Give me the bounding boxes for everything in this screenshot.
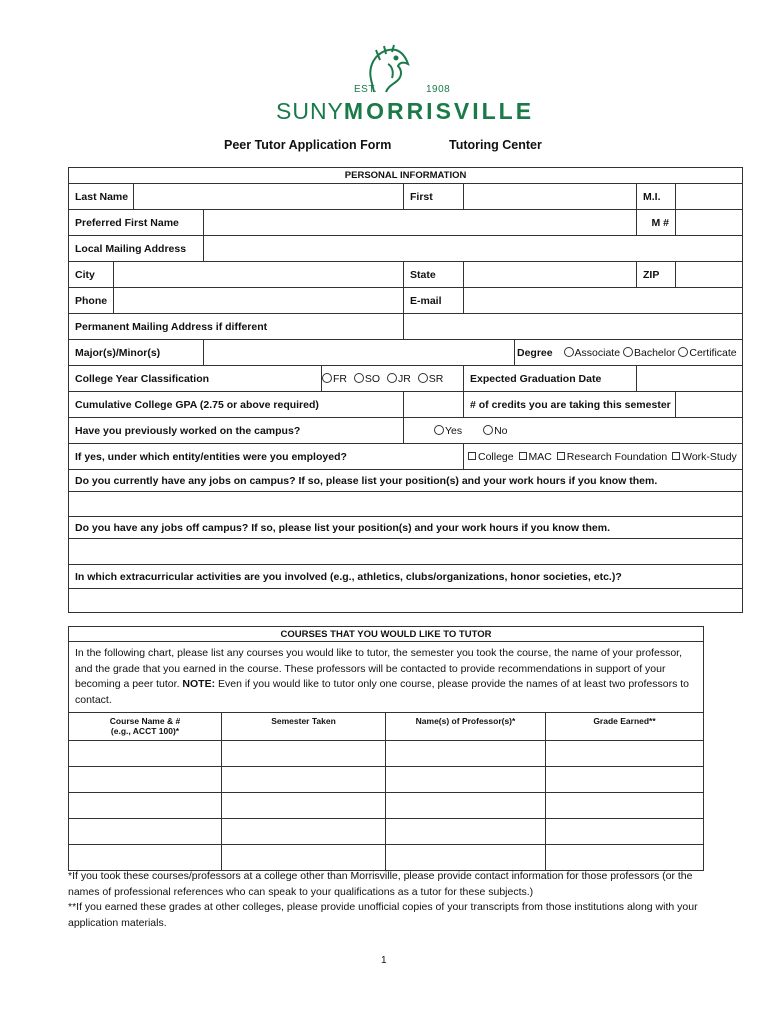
course-name-cell[interactable]: [69, 793, 222, 819]
courses-section-title: COURSES THAT YOU WOULD LIKE TO TUTOR: [69, 627, 704, 642]
major-label: Major(s)/Minor(s): [69, 340, 204, 366]
credits-field[interactable]: [676, 392, 743, 418]
entity-rf-checkbox[interactable]: [557, 452, 565, 460]
year-sr-radio[interactable]: [418, 373, 428, 383]
grade-cell[interactable]: [546, 845, 704, 871]
degree-associate-radio[interactable]: [564, 347, 574, 357]
semester-cell[interactable]: [222, 741, 386, 767]
preferred-name-field[interactable]: [204, 210, 637, 236]
form-title: Peer Tutor Application Form: [224, 138, 392, 152]
entity-mac-checkbox[interactable]: [519, 452, 527, 460]
course-row: [69, 767, 704, 793]
center-name: Tutoring Center: [449, 138, 542, 152]
col-grade-header: Grade Earned**: [546, 713, 704, 741]
entity-label: If yes, under which entity/entities were you employed?: [69, 444, 464, 470]
state-label: State: [404, 262, 464, 288]
worked-label: Have you previously worked on the campus?: [69, 418, 404, 444]
course-name-cell[interactable]: [69, 845, 222, 871]
zip-field[interactable]: [676, 262, 743, 288]
preferred-name-label: Preferred First Name: [69, 210, 204, 236]
m-number-field[interactable]: [676, 210, 743, 236]
extracurricular-field[interactable]: [69, 589, 743, 613]
campus-jobs-question: Do you currently have any jobs on campus? If so, please list your position(s) and your work hours if you know them.: [69, 470, 743, 492]
semester-cell[interactable]: [222, 845, 386, 871]
gpa-label: Cumulative College GPA (2.75 or above required): [69, 392, 404, 418]
personal-info-table: [68, 167, 743, 613]
worked-yes-radio[interactable]: [434, 425, 444, 435]
year-jr-label: JR: [398, 372, 411, 385]
first-name-field[interactable]: [464, 184, 637, 210]
degree-bachelor-label: Bachelor: [633, 346, 676, 359]
professor-cell[interactable]: [386, 793, 546, 819]
entity-options: [464, 444, 743, 470]
phone-field[interactable]: [114, 288, 404, 314]
off-campus-question: Do you have any jobs off campus? If so, please list your position(s) and your work hours if you know them.: [69, 517, 743, 539]
courses-intro: In the following chart, please list any courses you would like to tutor, the semester you took the course, the name of your professor, and the grade that you earned in the course. These professors will be contacted to provide recommendations in support of your becoming a peer tutor. NOTE: Even if you would like to tutor only one course, please provide the names of at least two professors to contact.: [69, 642, 704, 713]
professor-cell[interactable]: [386, 767, 546, 793]
footnote-1: *If you took these courses/professors at a college other than Morrisville, please provide contact information for those professors (or the names of professional references who can speak to your qualifications as a tutor for these subjects.): [68, 870, 693, 898]
local-address-label: Local Mailing Address: [69, 236, 204, 262]
worked-yes-label: Yes: [445, 424, 463, 437]
course-row: [69, 741, 704, 767]
est-label: EST.: [354, 84, 378, 95]
entity-workstudy-checkbox[interactable]: [672, 452, 680, 460]
course-row: [69, 819, 704, 845]
email-label: E-mail: [404, 288, 464, 314]
entity-college-checkbox[interactable]: [468, 452, 476, 460]
brand-name: SUNYMORRISVILLE: [276, 98, 535, 124]
year-so-radio[interactable]: [354, 373, 364, 383]
col-semester-header: Semester Taken: [222, 713, 386, 741]
degree-certificate-label: Certificate: [689, 346, 737, 359]
major-field[interactable]: [204, 340, 515, 366]
personal-section-title: PERSONAL INFORMATION: [69, 168, 743, 184]
year-fr-radio[interactable]: [322, 373, 332, 383]
degree-label: Degree: [517, 346, 553, 359]
col-course-header: Course Name & # (e.g., ACCT 100)*: [69, 713, 222, 741]
degree-group: [515, 340, 743, 366]
professor-cell[interactable]: [386, 741, 546, 767]
footnote-2: **If you earned these grades at other colleges, please provide unofficial copies of your transcripts from those institutions along with your application materials.: [68, 901, 698, 929]
course-row: [69, 845, 704, 871]
year-sr-label: SR: [428, 372, 444, 385]
semester-cell[interactable]: [222, 819, 386, 845]
off-campus-field[interactable]: [69, 539, 743, 565]
grade-cell[interactable]: [546, 767, 704, 793]
grad-date-label: Expected Graduation Date: [464, 366, 637, 392]
year-so-label: SO: [364, 372, 381, 385]
semester-cell[interactable]: [222, 767, 386, 793]
entity-college-label: College: [478, 450, 514, 463]
entity-rf-label: Research Foundation: [566, 450, 668, 463]
gpa-field[interactable]: [404, 392, 464, 418]
degree-bachelor-radio[interactable]: [623, 347, 633, 357]
last-name-field[interactable]: [134, 184, 404, 210]
col-professor-header: Name(s) of Professor(s)*: [386, 713, 546, 741]
m-number-label: M #: [637, 210, 676, 236]
professor-cell[interactable]: [386, 845, 546, 871]
grade-cell[interactable]: [546, 793, 704, 819]
entity-workstudy-label: Work-Study: [682, 450, 737, 463]
mi-label: M.I.: [637, 184, 676, 210]
last-name-label: Last Name: [69, 184, 134, 210]
course-name-cell[interactable]: [69, 741, 222, 767]
professor-cell[interactable]: [386, 819, 546, 845]
worked-no-label: No: [494, 424, 508, 437]
mi-field[interactable]: [676, 184, 743, 210]
est-year: 1908: [426, 84, 451, 95]
degree-associate-label: Associate: [574, 346, 621, 359]
course-name-cell[interactable]: [69, 819, 222, 845]
year-options: [322, 366, 464, 392]
course-name-cell[interactable]: [69, 767, 222, 793]
phone-label: Phone: [69, 288, 114, 314]
email-field[interactable]: [464, 288, 743, 314]
permanent-address-field[interactable]: [404, 314, 743, 340]
worked-no-radio[interactable]: [483, 425, 493, 435]
extracurricular-question: In which extracurricular activities are you involved (e.g., athletics, clubs/organizations, honor societies, etc.)?: [69, 565, 743, 589]
campus-jobs-field[interactable]: [69, 492, 743, 517]
city-field[interactable]: [114, 262, 404, 288]
zip-label: ZIP: [637, 262, 676, 288]
first-name-label: First: [404, 184, 464, 210]
horse-head-icon: [276, 44, 496, 100]
grade-cell[interactable]: [546, 819, 704, 845]
page-number: 1: [381, 955, 387, 966]
courses-table: [68, 626, 704, 871]
semester-cell[interactable]: [222, 793, 386, 819]
year-label: College Year Classification: [69, 366, 322, 392]
local-address-field[interactable]: [204, 236, 743, 262]
city-label: City: [69, 262, 114, 288]
state-field[interactable]: [464, 262, 637, 288]
grade-cell[interactable]: [546, 741, 704, 767]
footnotes: [68, 869, 708, 931]
permanent-address-label: Permanent Mailing Address if different: [69, 314, 404, 340]
grad-date-field[interactable]: [637, 366, 743, 392]
year-fr-label: FR: [333, 372, 347, 385]
year-jr-radio[interactable]: [387, 373, 397, 383]
note-label: NOTE:: [182, 678, 216, 690]
worked-options: [404, 418, 743, 444]
course-row: [69, 793, 704, 819]
entity-mac-label: MAC: [528, 450, 552, 463]
credits-label: # of credits you are taking this semester: [464, 392, 676, 418]
degree-certificate-radio[interactable]: [678, 347, 688, 357]
